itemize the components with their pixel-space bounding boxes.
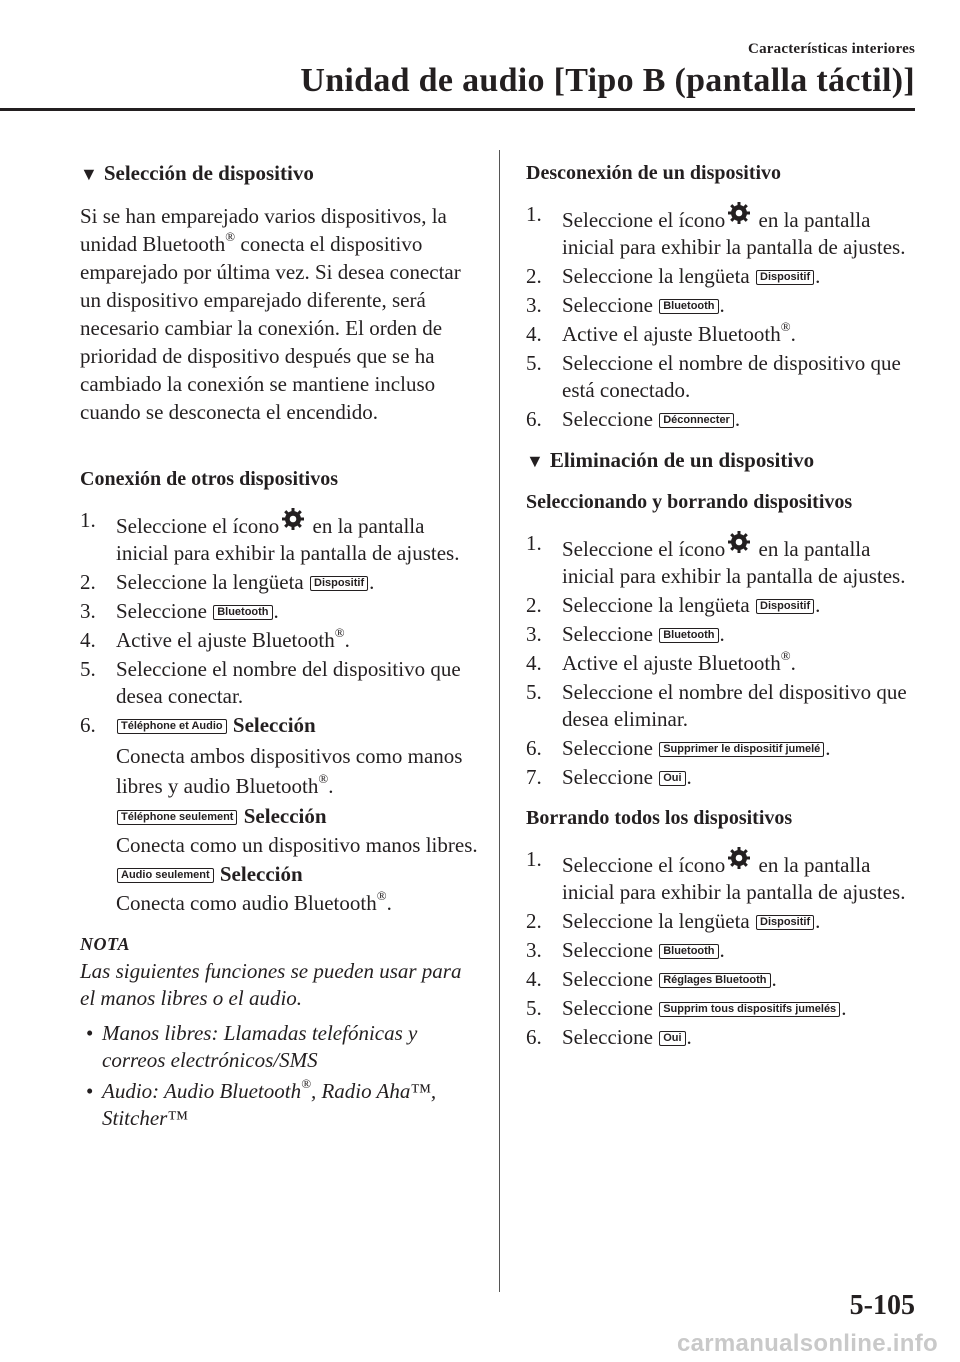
left-column	[80, 160, 478, 1136]
step-text: Seleccione	[562, 736, 659, 760]
step-text: en la pantalla inicial para exhibir la pantalla de ajustes.	[562, 853, 906, 904]
step-text: Seleccione	[562, 407, 659, 431]
step-number: 3.	[80, 599, 96, 623]
header-rule	[0, 108, 915, 111]
step-text: en la pantalla inicial para exhibir la pantalla de ajustes.	[562, 208, 906, 259]
step	[526, 679, 918, 733]
step-number: 1.	[80, 508, 96, 532]
telephone-seulement-button[interactable]: Téléphone seulement	[117, 810, 237, 825]
bullet-icon: •	[86, 1079, 94, 1103]
option-description: Conecta como un dispositivo manos libres.	[116, 833, 478, 857]
step-number: 6.	[526, 407, 542, 431]
subheading-connect-other: Conexión de otros dispositivos	[80, 468, 339, 490]
step-text: Seleccione la lengüeta	[562, 593, 755, 617]
gear-icon	[727, 846, 751, 870]
step-number: 2.	[526, 593, 542, 617]
bullet-text: Audio: Audio Bluetooth	[102, 1079, 302, 1103]
step-number: 6.	[80, 713, 96, 737]
selection-label: Selección	[243, 804, 327, 828]
intro-text-a: Si se han emparejado varios dispositivos, la unidad Bluetooth	[80, 204, 447, 256]
option-telephone-only	[116, 803, 478, 830]
step-number: 4.	[526, 322, 542, 346]
bullet-icon: •	[86, 1021, 94, 1045]
step-number: 1.	[526, 847, 542, 871]
subheading-disconnect: Desconexión de un dispositivo	[526, 162, 782, 184]
step-text: en la pantalla inicial para exhibir la pantalla de ajustes.	[562, 537, 906, 588]
subheading-select-delete: Seleccionando y borrando dispositivos	[526, 491, 853, 513]
deconnecter-button[interactable]: Déconnecter	[659, 413, 734, 428]
step	[526, 735, 918, 762]
delete-all-steps	[526, 846, 918, 1051]
step	[80, 569, 478, 596]
selection-label: Selección	[219, 862, 303, 886]
step-text: Seleccione	[116, 599, 213, 623]
triangle-marker-icon: ▼	[80, 164, 98, 184]
gear-icon	[727, 201, 751, 225]
section-header: Características interiores	[748, 41, 915, 57]
step-text: .	[790, 322, 796, 346]
step-text: .	[841, 996, 847, 1020]
step-text: Seleccione la lengüeta	[562, 909, 755, 933]
step-number: 5.	[80, 657, 96, 681]
bluetooth-button[interactable]: Bluetooth	[213, 605, 272, 620]
step-text: Seleccione	[562, 967, 659, 991]
page-number: 5-105	[849, 1290, 915, 1321]
page-title: Unidad de audio [Tipo B (pantalla táctil)]	[300, 62, 915, 99]
tab-dispositif-button[interactable]: Dispositif	[756, 915, 814, 930]
bluetooth-button[interactable]: Bluetooth	[659, 628, 718, 643]
step-number: 4.	[526, 651, 542, 675]
step-number: 5.	[526, 996, 542, 1020]
step-text: Seleccione el ícono	[562, 853, 726, 877]
step	[526, 406, 918, 433]
option-audio-only	[116, 861, 478, 888]
bullet-text: Manos libres: Llamadas telefónicas y correos electrónicos/SMS	[102, 1021, 418, 1072]
registered-mark: ®	[225, 229, 236, 244]
note-bullets	[80, 1020, 478, 1132]
step	[526, 966, 918, 993]
step	[526, 621, 918, 648]
step-text: Seleccione	[562, 622, 659, 646]
registered-mark: ®	[318, 771, 329, 786]
bluetooth-button[interactable]: Bluetooth	[659, 944, 718, 959]
watermark-site: carmanualsonline.info	[676, 1330, 938, 1357]
step	[80, 627, 478, 654]
section-title: Selección de dispositivo	[103, 161, 314, 185]
step-text: Seleccione	[562, 938, 659, 962]
step-number: 1.	[526, 531, 542, 555]
reglages-bluetooth-button[interactable]: Réglages Bluetooth	[659, 973, 770, 988]
step-text: Seleccione	[562, 996, 659, 1020]
step-text: Seleccione la lengüeta	[116, 570, 309, 594]
registered-mark: ®	[376, 888, 387, 903]
step	[526, 764, 918, 791]
step	[526, 201, 918, 261]
oui-button[interactable]: Oui	[659, 1031, 685, 1046]
step-text: .	[815, 593, 821, 617]
step-number: 5.	[526, 351, 542, 375]
connect-steps	[80, 507, 478, 917]
step	[526, 995, 918, 1022]
triangle-marker-icon: ▼	[526, 451, 544, 471]
step-text: .	[825, 736, 831, 760]
step-text: .	[771, 967, 777, 991]
step	[80, 712, 478, 917]
step-text: .	[686, 1025, 692, 1049]
step	[526, 530, 918, 590]
step-text: .	[686, 765, 692, 789]
intro-text-b: conecta el dispositivo emparejado por última vez. Si desea conectar un dispositivo emparejado diferente, será necesario cambiar la conexión. El orden de prioridad de dispositivo después que se ha cambiado la conexión se mantiene incluso cuando se desconecta el encendido.	[80, 232, 461, 424]
step-number: 4.	[80, 628, 96, 652]
step-text: .	[344, 628, 350, 652]
option-desc-text: .	[386, 891, 392, 915]
step-text: Seleccione el nombre del dispositivo que desea conectar.	[116, 657, 461, 708]
disconnect-steps	[526, 201, 918, 433]
option-description	[116, 741, 478, 801]
gear-icon	[727, 530, 751, 554]
step-number: 6.	[526, 1025, 542, 1049]
step	[526, 292, 918, 319]
option-description	[116, 890, 478, 917]
registered-mark: ®	[780, 319, 791, 334]
step-number: 3.	[526, 622, 542, 646]
step-text: Active el ajuste Bluetooth	[116, 628, 335, 652]
step-text: en la pantalla inicial para exhibir la pantalla de ajustes.	[116, 514, 460, 565]
bullet-text: , Radio Aha™, Stitcher™	[102, 1079, 437, 1130]
supprim-tous-button[interactable]: Supprim tous dispositifs jumelés	[659, 1002, 840, 1017]
step	[526, 908, 918, 935]
step	[526, 350, 918, 404]
step	[526, 263, 918, 290]
step-text: Seleccione el ícono	[562, 208, 726, 232]
option-desc-text: Conecta como audio Bluetooth	[116, 891, 377, 915]
step-number: 6.	[526, 736, 542, 760]
step-number: 4.	[526, 967, 542, 991]
step	[80, 656, 478, 710]
step	[526, 592, 918, 619]
step-number: 2.	[526, 264, 542, 288]
right-column	[526, 160, 918, 1065]
bullet-item	[80, 1020, 478, 1074]
step-number: 3.	[526, 293, 542, 317]
step-text: .	[719, 293, 725, 317]
step	[80, 598, 478, 625]
tab-dispositif-button[interactable]: Dispositif	[756, 270, 814, 285]
select-delete-steps	[526, 530, 918, 791]
telephone-et-audio-button[interactable]: Téléphone et Audio	[117, 719, 227, 734]
step-text: Seleccione el ícono	[116, 514, 280, 538]
section-title: Eliminación de un dispositivo	[549, 448, 815, 472]
supprimer-dispositif-button[interactable]: Supprimer le dispositif jumelé	[659, 742, 824, 757]
bluetooth-button[interactable]: Bluetooth	[659, 299, 718, 314]
step-text: .	[734, 407, 741, 431]
note-title: NOTA	[80, 934, 131, 954]
step	[526, 321, 918, 348]
subheading-delete-all: Borrando todos los dispositivos	[526, 807, 793, 829]
option-telephone-audio	[116, 712, 478, 739]
step-number: 3.	[526, 938, 542, 962]
note-text: Las siguientes funciones se pueden usar para el manos libres o el audio.	[80, 959, 462, 1010]
step-number: 2.	[80, 570, 96, 594]
step	[526, 846, 918, 906]
step-number: 5.	[526, 680, 542, 704]
step-text: .	[369, 570, 375, 594]
step-text: Active el ajuste Bluetooth	[562, 651, 781, 675]
option-desc-text: Conecta ambos dispositivos como manos libres y audio Bluetooth	[116, 744, 463, 798]
selection-label: Selección	[232, 713, 316, 737]
step-text: Seleccione la lengüeta	[562, 264, 755, 288]
step-text: Seleccione	[562, 1025, 659, 1049]
step-text: .	[719, 938, 725, 962]
section-heading-device-selection	[80, 160, 478, 188]
oui-button[interactable]: Oui	[659, 771, 685, 786]
step-text: .	[790, 651, 796, 675]
step-text: Seleccione el nombre del dispositivo que desea eliminar.	[562, 680, 907, 731]
step-text: Seleccione	[562, 293, 659, 317]
intro-paragraph	[80, 202, 478, 426]
step	[526, 650, 918, 677]
step	[526, 937, 918, 964]
option-desc-text: .	[328, 774, 334, 798]
gear-icon	[281, 507, 305, 531]
step-text: .	[815, 264, 821, 288]
tab-dispositif-button[interactable]: Dispositif	[310, 576, 368, 591]
step-number: 1.	[526, 202, 542, 226]
registered-mark: ®	[334, 625, 345, 640]
step-text: .	[815, 909, 821, 933]
step-text: Seleccione	[562, 765, 659, 789]
step-text: Seleccione el ícono	[562, 537, 726, 561]
step-text: .	[273, 599, 279, 623]
bullet-item	[80, 1078, 478, 1132]
audio-seulement-button[interactable]: Audio seulement	[117, 868, 214, 883]
section-heading-delete-device	[526, 447, 918, 475]
tab-dispositif-button[interactable]: Dispositif	[756, 599, 814, 614]
step	[526, 1024, 918, 1051]
registered-mark: ®	[301, 1076, 311, 1091]
step-number: 7.	[526, 765, 542, 789]
column-divider	[499, 150, 500, 1292]
step-text: Seleccione el nombre de dispositivo que está conectado.	[562, 351, 901, 402]
step-number: 2.	[526, 909, 542, 933]
registered-mark: ®	[780, 648, 791, 663]
step-text: Active el ajuste Bluetooth	[562, 322, 781, 346]
step-text: .	[719, 622, 725, 646]
step	[80, 507, 478, 567]
